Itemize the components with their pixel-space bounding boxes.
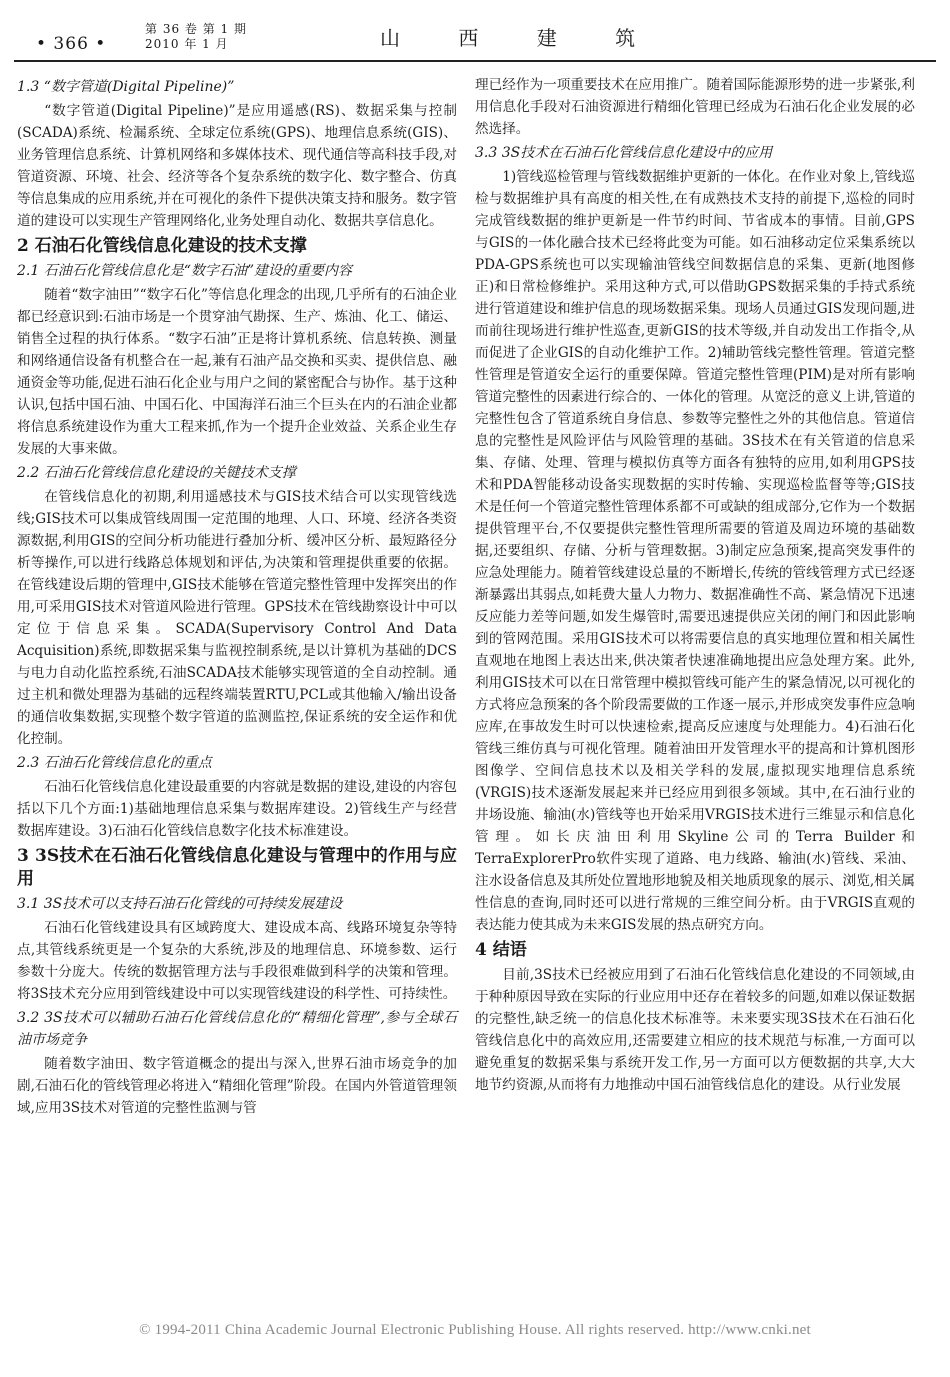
conclusion-paragraph: 目前,3S技术已经被应用到了石油石化管线信息化建设的不同领域,由于种种原因导致在实际的行业应用中还存在着较多的问题,如难以保证数据的完整性,缺乏统一的信息化技术标准等。未来要实现3S技术在石油石化管线信息化中的高效应用,还需要建立相应的技术规范与标准,一方面可以避免重复的数据采集与系统开发工作,另一方面可以方便数据的共享,大大地节约资源,从而将有力地推动中国石油管线信息化的建设。从行业发展	[475, 967, 915, 1093]
issue-info	[145, 22, 247, 52]
section-3-1-heading: 3.1 3S技术可以支持石油石化管线的可持续发展建设	[17, 896, 343, 912]
page-number: • 366 •	[36, 34, 107, 54]
journal-title: 山 西 建 筑	[380, 26, 662, 50]
section-2-3-heading: 2.3 石油石化管线信息化的重点	[17, 755, 212, 771]
section-3-3-heading: 3.3 3S技术在石油石化管线信息化建设中的应用	[475, 145, 773, 161]
left-column	[17, 74, 457, 1119]
section-2-2-heading: 2.2 石油石化管线信息化建设的关键技术支撑	[17, 465, 296, 481]
section-3-2-paragraph: 随着数字油田、数字管道概念的提出与深入,世界石油市场竞争的加剧,石油石化的管线管理必将进入“精细化管理”阶段。在国内外管道管理领域,应用3S技术对管道的完整性监测与管	[17, 1056, 457, 1116]
section-2-2-paragraph: 在管线信息化的初期,利用遥感技术与GIS技术结合可以实现管线选线;GIS技术可以集成管线周围一定范围的地理、人口、环境、经济各类资源数据,利用GIS的空间分析功能进行叠加分析、缓冲区分析、最短路径分析等操作,可以进行线路总体规划和评估,为决策和管理提供重要的依据。在管线建设后期的管理中,GIS技术能够在管道完整性管理中发挥突出的作用,可采用GIS技术对管道风险进行管理。GPS技术在管线勘察设计中可以定位于信息采集。SCADA(Supervisory Control And Data Acquisition)系统,即数据采集与监视控制系统,是以计算机为基础的DCS与电力自动化监控系统,石油SCADA技术能够实现管道的全自动控制。通过主机和微处理器为基础的远程终端装置RTU,PCL或其他输入/输出设备的通信收集数据,实现整个数字管道的监测监控,保证系统的安全运作和优化控制。	[17, 489, 457, 747]
header-rule	[14, 60, 936, 62]
section-1-3-heading: 1.3 “数字管道(Digital Pipeline)”	[17, 79, 235, 95]
page-header	[0, 0, 950, 64]
issue-date: 2010 年 1 月	[145, 37, 229, 51]
volume-issue: 第 36 卷 第 1 期	[145, 22, 247, 36]
section-3-1-paragraph: 石油石化管线建设具有区域跨度大、建设成本高、线路环境复杂等特点,其管线系统更是一个复杂的大系统,涉及的地理信息、环境参数、运行参数十分庞大。传统的数据管理方法与手段很难做到科学的决策和管理。将3S技术充分应用到管线建设中可以实现管线建设的科学性、可持续性。	[17, 920, 457, 1002]
right-column	[475, 74, 915, 1096]
section-1-3-paragraph: “数字管道(Digital Pipeline)”是应用遥感(RS)、数据采集与控制(SCADA)系统、检漏系统、全球定位系统(GPS)、地理信息系统(GIS)、业务管理信息系统、计算机网络和多媒体技术、现代通信等高科技手段,对管道资源、环境、社会、经济等各个复杂系统的数字化、数字整合、仿真等信息集成的应用系统,并在可视化的条件下提供决策支持和服务。数字管道的建设可以实现生产管理网络化,业务处理自动化、数据共享信息化。	[17, 103, 457, 229]
section-3-heading: 3 3S技术在石油石化管线信息化建设与管理中的作用与应用	[17, 846, 457, 889]
section-2-3-paragraph: 石油石化管线信息化建设最重要的内容就是数据的建设,建设的内容包括以下几个方面:1)基础地理信息采集与数据库建设。2)管线生产与经营数据库建设。3)石油石化管线信息数字化技术标准建设。	[17, 779, 457, 839]
copyright-footer: © 1994-2011 China Academic Journal Electronic Publishing House. All rights reserved. http://www.cnki.net	[139, 1322, 811, 1338]
section-3-2-heading: 3.2 3S技术可以辅助石油石化管线信息化的“精细化管理”,参与全球石油市场竞争	[17, 1010, 457, 1048]
section-3-3-paragraph: 1)管线巡检管理与管线数据维护更新的一体化。在作业对象上,管线巡检与数据维护具有高度的相关性,在有成熟技术支持的前提下,巡检的同时完成管线数据的维护更新是一件节约时间、节省成本的事情。目前,GPS与GIS的一体化融合技术已经将此变为可能。如石油移动定位采集系统以PDA-GPS系统也可以实现输油管线空间数据信息的采集、更新(地图修正)和日常检修维护。采用这种方式,可以借助GPS数据采集的手持式系统进行管道建设和维护信息的现场数据采集。现场人员通过GIS发现问题,进而前往现场进行维护性巡查,更新GIS的技术等级,并自动发出工作指令,从而促进了企业GIS的自动化维护工作。2)辅助管线完整性管理。管道完整性管理是管道安全运行的重要保障。管道完整性管理(PIM)是对所有影响管道完整性的因素进行综合的、一体化的管理。从宽泛的意义上讲,管道的完整性包含了管道系统自身信息、参数等完整性之外的其他信息。管道信息的完整性是风险评估与风险管理的基础。3S技术在有关管道的信息采集、存储、处理、管理与模拟仿真等方面各有独特的应用,如利用GPS技术和PDA智能移动设备实现数据的实时传输、实现巡检监督等等;GIS技术是任何一个管道完整性管理体系都不可或缺的组成部分,它作为一个数据提供管理平台,不仅要提供完整性管理所需要的管道及周边环境的基础数据,还要组织、存储、分析与管理数据。3)制定应急预案,提高突发事件的应急处理能力。随着管线建设总量的不断增长,传统的管线管理方式已经逐渐暴露出其弱点,如耗费大量人力物力、数据准确性不高、紧急情况下迅速反应能力差等问题,如发生爆管时,需要迅速提供应关闭的闸门和因此影响到的管网范围。采用GIS技术可以将需要信息的真实地理位置和相关属性直观地在地图上表达出来,供决策者快速准确地提出应急处理方案。此外,利用GIS技术可以在日常管理中模拟管线可能产生的紧急情况,以可视化的方式将应急预案的各个阶段需要做的工作逐一展示,并形成突发事件应急响应库,在事故发生时可以快速检索,提高反应速度与处理能力。4)石油石化管线三维仿真与可视化管理。随着油田开发管理水平的提高和计算机图形图像学、空间信息技术以及相关学科的发展,虚拟现实地理信息系统(VRGIS)技术逐渐发展起来并已经应用到很多领域。其中,在石油行业的井场设施、输油(水)管线等也开始采用VRGIS技术进行三维显示和信息化管理。如长庆油田利用Skyline公司的Terra Builder和TerraExplorerPro软件实现了道路、电力线路、输油(水)管线、采油、注水设备信息及其所处位置地形地貌及相关地质现象的展示、浏览,相关属性信息的查询,同时还可以进行常规的三维空间分析。由于VRGIS直观的表达能力使其成为未来GIS发展的热点研究方向。	[475, 169, 915, 933]
section-2-1-paragraph: 随着“数字油田”“数字石化”等信息化理念的出现,几乎所有的石油企业都已经意识到:石油市场是一个贯穿油气勘探、生产、炼油、化工、储运、销售全过程的执行体系。“数字石油”正是将计算机系统、信息转换、测量和网络通信设备有机整合在一起,兼有石油产品交换和买卖、提供信息、融通资金等功能,促进石油石化企业与用户之间的紧密配合与协作。基于这种认识,包括中国石油、中国石化、中国海洋石油三个巨头在内的石油企业都将信息系统建设作为重大工程来抓,作为一个提升企业效益、关系企业生存发展的大事来做。	[17, 287, 457, 457]
section-2-1-heading: 2.1 石油石化管线信息化是“数字石油”建设的重要内容	[17, 263, 353, 279]
section-2-heading: 2 石油石化管线信息化建设的技术支撑	[17, 236, 307, 256]
continued-paragraph: 理已经作为一项重要技术在应用推广。随着国际能源形势的进一步紧张,利用信息化手段对石油资源进行精细化管理已经成为石油石化企业发展的必然选择。	[475, 77, 915, 137]
section-4-heading: 4 结语	[475, 940, 527, 960]
